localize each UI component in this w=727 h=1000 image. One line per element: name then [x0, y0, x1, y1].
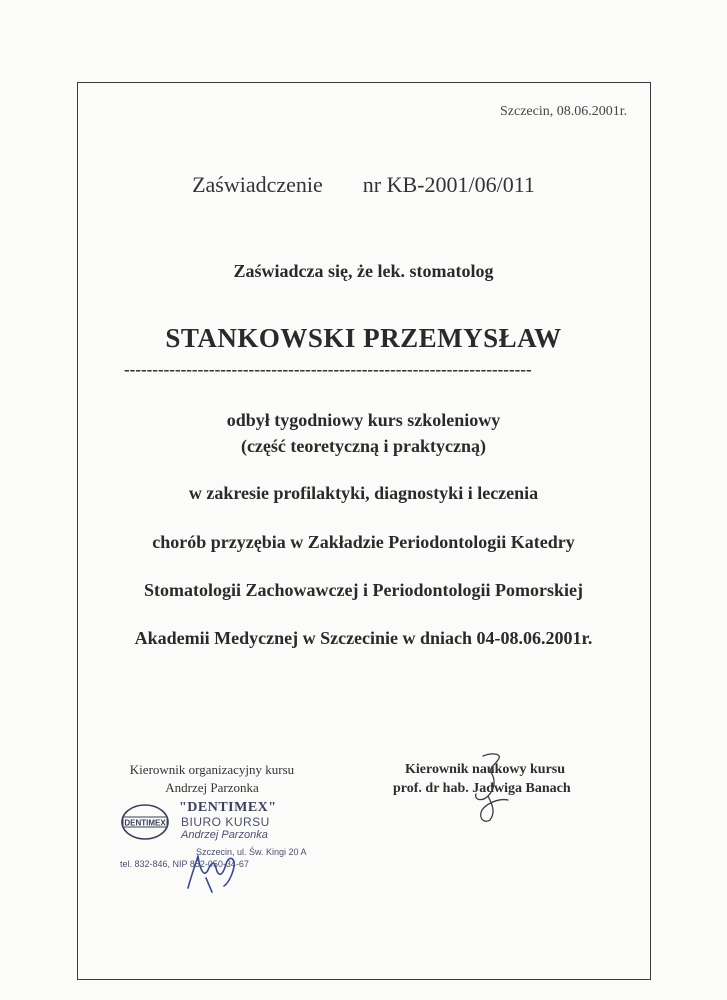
left-signatory-name: Andrzej Parzonka [165, 780, 259, 795]
stamp-address: Szczecin, ul. Św. Kingi 20 A [196, 847, 307, 857]
stamp-company: "DENTIMEX" [179, 800, 277, 815]
body-line-5: Stomatologii Zachowawczej i Periodontologii Pomorskiej [144, 580, 583, 600]
document-border [77, 82, 651, 980]
body-line-4: chorób przyzębia w Zakładzie Periodontologii Katedry [152, 532, 575, 552]
body-line-1: odbył tygodniowy kurs szkoleniowy [226, 410, 501, 430]
name-underline-dashes: ------------------------------------------------------------------------ [124, 360, 532, 379]
right-signatory-role: Kierownik naukowy kursu [405, 762, 566, 777]
stamp-person: Andrzej Parzonka [181, 829, 268, 841]
body-line-3: w zakresie profilaktyki, diagnostyki i leczenia [188, 483, 539, 503]
right-signatory-name: prof. dr hab. Jadwiga Banach [393, 781, 571, 796]
stamp-office: BIURO KURSU [181, 815, 270, 829]
title-word: Zaświadczenie [192, 172, 323, 197]
body-line-2: (część teoretyczną i praktyczną) [240, 436, 487, 456]
document-title [0, 172, 727, 198]
place-date: Szczecin, 08.06.2001r. [500, 104, 628, 119]
left-signatory-role: Kierownik organizacyjny kursu [129, 762, 295, 777]
stamp-contact: tel. 832-846, NIP 852-050-34-67 [120, 859, 249, 869]
dentimex-logo-icon [120, 802, 170, 842]
left-handwritten-signature-icon [178, 848, 248, 893]
logo-text: DENTIMEX [124, 818, 166, 828]
recipient-name: STANKOWSKI PRZEMYSŁAW [165, 323, 562, 353]
certificate-number: nr KB-2001/06/011 [362, 172, 535, 197]
body-line-6: Akademii Medycznej w Szczecinie w dniach 04-08.06.2001r. [134, 628, 593, 648]
right-handwritten-signature-icon [448, 748, 528, 828]
intro-line: Zaświadcza się, że lek. stomatolog [233, 261, 494, 281]
